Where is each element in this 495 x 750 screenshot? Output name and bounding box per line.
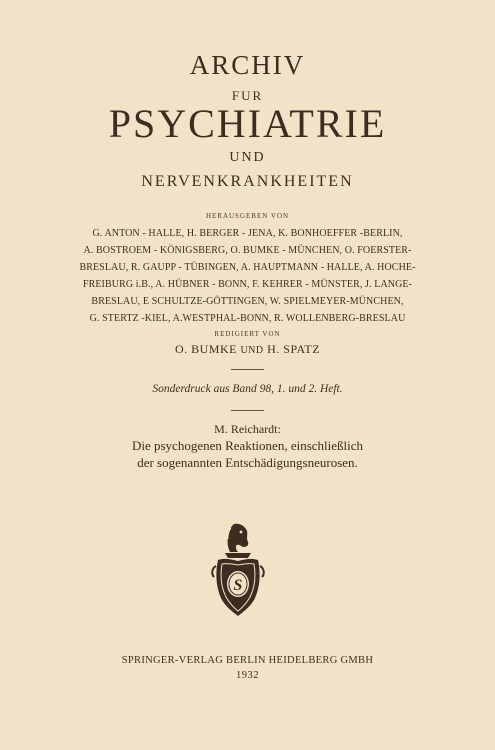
redaction-name-2: H. SPATZ xyxy=(267,342,321,356)
editors-list xyxy=(0,225,495,327)
article-title-line-1: Die psychogenen Reaktionen, einschließlich xyxy=(131,438,364,453)
redaction-editors xyxy=(0,342,495,357)
editors-line: A. BOSTROEM - KÖNIGSBERG, O. BUMKE - MÜNCHEN, O. FOERSTER- xyxy=(83,245,412,256)
redaction-heading: REDIGIERT VON xyxy=(214,330,281,338)
journal-title-archiv: ARCHIV xyxy=(189,50,306,80)
divider-rule xyxy=(231,410,264,411)
logo-letter: S xyxy=(233,577,243,594)
editors-line: G. ANTON - HALLE, H. BERGER - JENA, K. BONHOEFFER -BERLIN, xyxy=(92,228,403,239)
article-title-line-2: der sogenannten Entschädigungsneurosen. xyxy=(137,455,358,470)
publication-year: 1932 xyxy=(236,670,259,681)
journal-title-und: UND xyxy=(229,150,266,165)
offprint-note: Sonderdruck aus Band 98, 1. und 2. Heft. xyxy=(152,383,343,395)
journal-title-fur: FUR xyxy=(231,88,264,103)
redaction-und: UND xyxy=(240,345,264,356)
springer-knight-logo-icon xyxy=(210,522,266,620)
editors-line: BRESLAU, R. GAUPP - TÜBINGEN, A. HAUPTMANN - HALLE, A. HOCHE- xyxy=(79,262,416,273)
journal-title-psychiatrie: PSYCHIATRIE xyxy=(108,101,387,146)
editors-line: G. STERTZ -KIEL, A.WESTPHAL-BONN, R. WOLLENBERG-BRESLAU xyxy=(89,313,406,324)
editors-line: FREIBURG i.B., A. HÜBNER - BONN, F. KEHRER - MÜNSTER, J. LANGE- xyxy=(82,279,413,290)
editors-heading: HERAUSGEBEN VON xyxy=(205,212,290,220)
article-author: M. Reichardt: xyxy=(214,422,281,436)
journal-title-nervenkrankheiten: NERVENKRANKHEITEN xyxy=(141,173,354,190)
publisher: SPRINGER-VERLAG BERLIN HEIDELBERG GMBH xyxy=(121,655,374,666)
editors-line: BRESLAU, E SCHULTZE-GÖTTINGEN, W. SPIELMEYER-MÜNCHEN, xyxy=(91,296,404,307)
divider-rule xyxy=(231,369,264,370)
redaction-name-1: O. BUMKE xyxy=(174,342,237,356)
